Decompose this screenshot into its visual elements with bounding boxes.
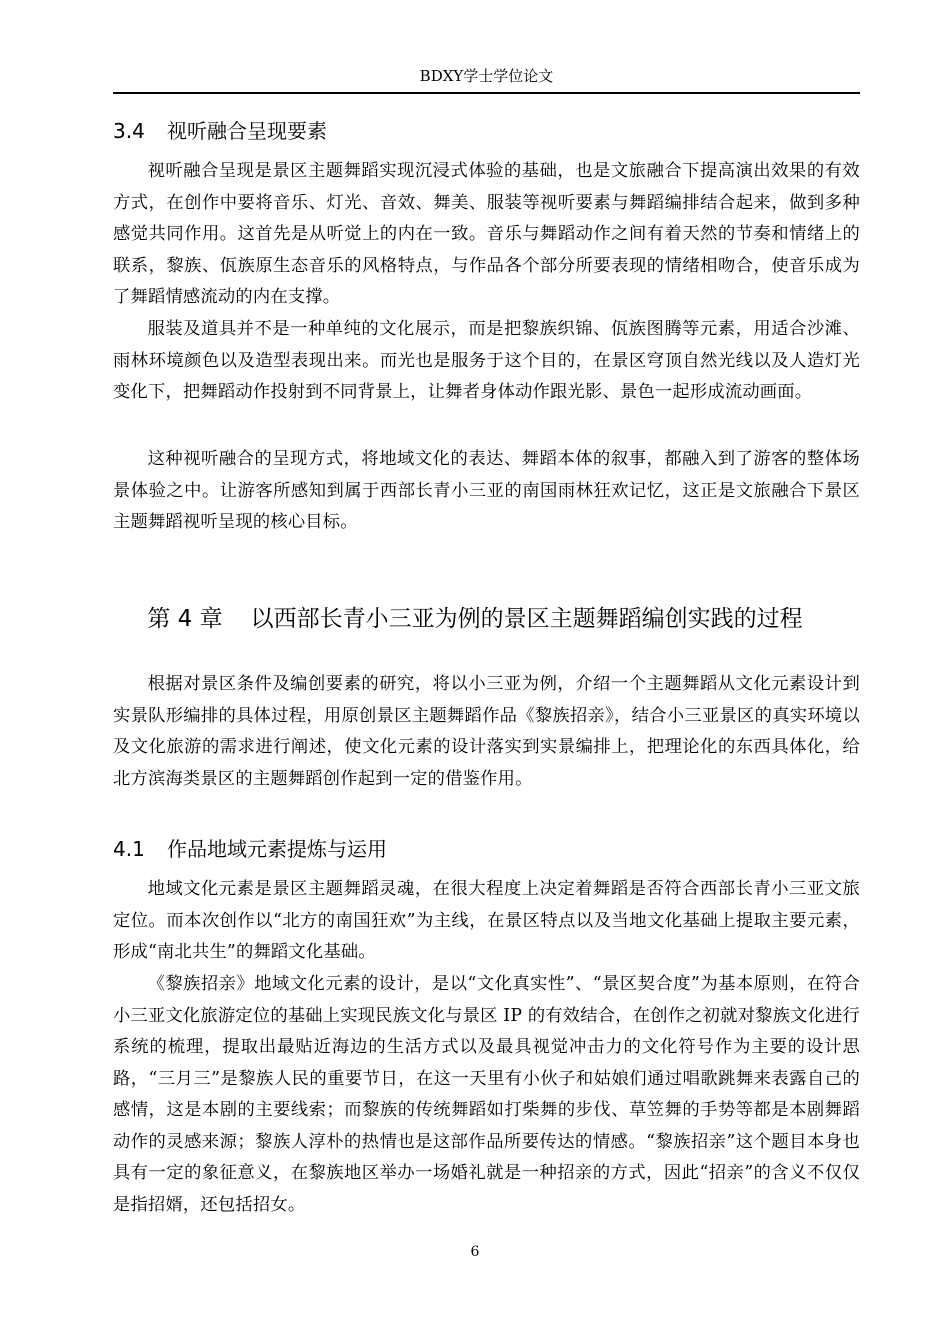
section-heading-3-4	[113, 117, 327, 145]
section-number: 4.1	[113, 837, 145, 861]
section-title: 作品地域元素提炼与运用	[167, 837, 387, 861]
chapter-title: 以西部长青小三亚为例的景区主题舞蹈编创实践的过程	[250, 606, 803, 632]
page-number: 6	[470, 1244, 480, 1260]
section-number: 3.4	[113, 119, 145, 143]
header-rule	[113, 92, 860, 94]
paragraph: 地域文化元素是景区主题舞蹈灵魂，在很大程度上决定着舞蹈是否符合西部长青小三亚文旅定位。而本次创作以“北方的南国狂欢”为主线，在景区特点以及当地文化基础上提取主要元素，形成“南北共生”的舞蹈文化基础。	[113, 879, 860, 962]
chapter-label: 第 4 章	[147, 606, 223, 632]
section-title: 视听融合呈现要素	[167, 119, 327, 143]
paragraph: 《黎族招亲》地域文化元素的设计，是以“文化真实性”、“景区契合度”为基本原则，在符合小三亚文化旅游定位的基础上实现民族文化与景区 IP 的有效结合，在创作之初就对黎族文化进行系统的梳理，提取出最贴近海边的生活方式以及最具视觉冲击力的文化符号作为主要的设计思路，“三月三”是黎族人民的重要节日，在这一天里有小伙子和姑娘们通过唱歌跳舞来表露自己的感情，这是本剧的主要线索；而黎族的传统舞蹈如打柴舞的步伐、草笠舞的手势等都是本剧舞蹈动作的灵感来源；黎族人淳朴的热情也是这部作品所要传达的情感。“黎族招亲”这个题目本身也具有一定的象征意义，在黎族地区举办一场婚礼就是一种招亲的方式，因此“招亲”的含义不仅仅是指招婿，还包括招女。	[113, 974, 860, 1215]
paragraph: 这种视听融合的呈现方式，将地域文化的表达、舞蹈本体的叙事，都融入到了游客的整体场景体验之中。让游客所感知到属于西部长青小三亚的南国雨林狂欢记忆，这正是文旅融合下景区主题舞蹈视听呈现的核心目标。	[113, 449, 860, 532]
running-header: BDXY学士学位论文	[419, 67, 554, 85]
paragraph: 服装及道具并不是一种单纯的文化展示，而是把黎族织锦、佤族图腾等元素，用适合沙滩、雨林环境颜色以及造型表现出来。而光也是服务于这个目的，在景区穹顶自然光线以及人造灯光变化下，把舞蹈动作投射到不同背景上，让舞者身体动作跟光影、景色一起形成流动画面。	[113, 319, 860, 402]
chapter-heading-4	[0, 602, 950, 636]
chapter-intro-paragraph: 根据对景区条件及编创要素的研究，将以小三亚为例，介绍一个主题舞蹈从文化元素设计到实景队形编排的具体过程，用原创景区主题舞蹈作品《黎族招亲》，结合小三亚景区的真实环境以及文化旅游的需求进行阐述，使文化元素的设计落实到实景编排上，把理论化的东西具体化，给北方滨海类景区的主题舞蹈创作起到一定的借鉴作用。	[113, 674, 860, 789]
section-heading-4-1	[113, 835, 387, 863]
paragraph: 视听融合呈现是景区主题舞蹈实现沉浸式体验的基础，也是文旅融合下提高演出效果的有效方式，在创作中要将音乐、灯光、音效、舞美、服装等视听要素与舞蹈编排结合起来，做到多种感觉共同作用。这首先是从听觉上的内在一致。音乐与舞蹈动作之间有着天然的节奏和情绪上的联系，黎族、佤族原生态音乐的风格特点，与作品各个部分所要表现的情绪相吻合，使音乐成为了舞蹈情感流动的内在支撑。	[113, 161, 860, 307]
